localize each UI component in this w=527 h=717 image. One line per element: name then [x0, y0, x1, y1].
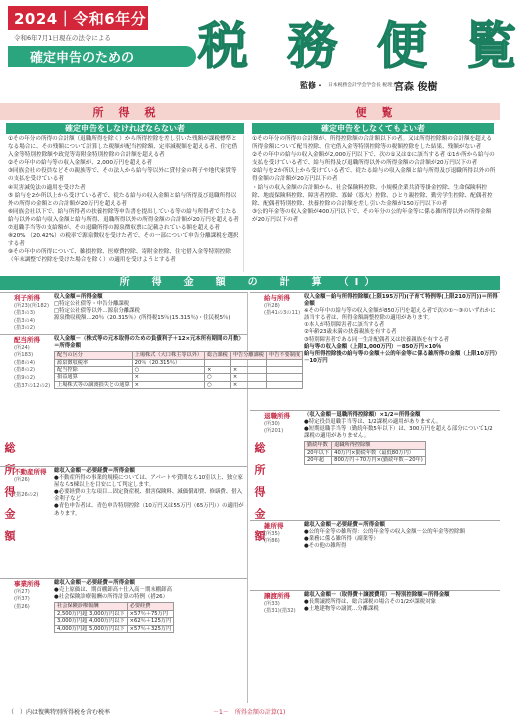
header: [0, 0, 527, 103]
law-references: (所35) (所86): [264, 530, 280, 545]
subtable-cell: 総合課税: [205, 352, 231, 359]
income-row-line: 収入金額＝所得金額: [54, 294, 103, 300]
income-subtable: [54, 602, 174, 633]
income-row-line: ●青色申告者は、青色申告特別控除（10万円又は55万円（65万円））の適用があります。: [54, 503, 244, 517]
income-type-label: [14, 337, 52, 390]
income-row: [250, 292, 500, 410]
total-income-vertical-label: 総 所 得 金 額: [253, 442, 266, 541]
income-row: [250, 520, 500, 590]
total-income-vertical-label: 総 所 得 金 額: [3, 442, 16, 541]
subtable-row: [55, 610, 174, 617]
income-row-line: 源泉徴収税額…20％（20.315％）(所得税15％(15.315％)・住民税5％): [54, 315, 231, 322]
must-file-item: ①その年分の所得の合計額（退職所得を除く）から所得控除を差し引いた残額が課税標準となる場合に、その残額について計算した税額が配当控除額、定率減税額を超える者、住宅借入金等特別控除額や政党等寄附金特別控除の合計額を超える者: [8, 136, 238, 159]
subtable-cell: 損益通算: [55, 374, 133, 381]
law-references: (所23)(所182) (措3の3) (措3の4) (措3の2): [14, 302, 49, 332]
subtable-cell: 4,000万円超 5,000万円以下: [55, 625, 128, 632]
income-row-line: 総収入金額－必要経費＝所得金額: [54, 468, 135, 474]
category-right: 便 覧: [355, 105, 395, 119]
subtable-cell: 上場株式等の譲渡損失との通算: [55, 381, 133, 388]
subtable-cell: 800万円＋70万円×(勤続年数－20年): [332, 457, 426, 464]
subtable-cell: ○: [132, 367, 204, 374]
base-date: 令和6年7月1日現在の法令による: [14, 34, 111, 42]
income-row-line: ●不動産所得の事業的規模については、アパートや貸間なら10室以上、独立家屋なら5棟以上を目安にして判定します。: [54, 475, 243, 489]
subtable-cell: 配当控除: [55, 367, 133, 374]
income-row-line: ①本人が特別障害者に該当する者: [304, 322, 385, 329]
year-badge: 2024｜令和6年分: [8, 6, 148, 30]
income-row-line: 総収入金額－必要経費＝所得金額: [54, 580, 135, 586]
subtable-cell: 20年以下: [305, 449, 332, 456]
subtable-cell: ×: [230, 381, 266, 388]
must-file-item: ④災害減免法の適用を受けた者: [8, 184, 86, 191]
income-row-line: ●売上原価は、期首棚卸高＋仕入高－期末棚卸高: [54, 587, 172, 594]
need-not-file-item: ②その年中の給与の収入金額が2,000万円以下で、次の①又は②に該当する者 ①1か所から給与の支払を受けている者で、給与所得及び退職所得以外の所得金額の合計額が20万円以下の者: [252, 152, 495, 167]
income-row: [0, 292, 247, 334]
income-row-line: ●必要経費の主な項目…固定資産税、損害保険料、減価償却費、修繕費、借入金利子など: [54, 489, 242, 503]
law-references: (所27) (所37) (措26): [14, 588, 30, 610]
income-row-line: ●土地建物等の譲渡…分離課税: [304, 606, 379, 613]
income-row-body: [54, 294, 245, 322]
subtable-row: [55, 625, 174, 632]
need-not-file-item: ③公的年金等の収入金額が400万円以下で、その年分の公的年金等に係る雑所得以外の所得金額が20万円以下の者: [252, 208, 492, 223]
income-row-line: ●特定役員退職手当等は、1/2課税の適用がありません。: [304, 419, 442, 426]
income-row-line: ●長期譲渡所得は、総合課税の場合その1/2が課税対象: [304, 599, 436, 606]
subtable-cell: ×: [132, 374, 204, 381]
income-row: [0, 578, 247, 703]
income-type-label: [264, 413, 302, 436]
must-file-item: ②その年中の給与等の収入金額が、2,000万円を超える者: [8, 160, 153, 167]
formula-line: 給与等の収入金額（上限1,000万円）－850万円×10％: [304, 343, 442, 350]
subtable-cell: ×: [230, 374, 266, 381]
subtable-cell: ×57％＋75万円: [127, 610, 174, 617]
income-type-label: [264, 295, 302, 318]
supervision-label: 監修・: [300, 81, 324, 90]
formula-line: 給与所得控除後の給与等の金額＋公的年金等に係る雑所得の金額（上限10万円）－10万円: [304, 350, 498, 364]
must-file-item: ③同族会社の役員などその親族等で、その法人から給与等以外に貸付金の利子や地代家賃等の支払を受けている者: [8, 168, 237, 183]
law-references: (所30) (所201): [264, 420, 284, 435]
income-row-body: [54, 468, 245, 518]
subtable-cell: ×: [230, 367, 266, 374]
must-file-list: [8, 135, 244, 272]
category-bar: [0, 103, 500, 120]
subtable-row: [55, 603, 174, 610]
income-row-line: ●短期退職手当等（勤続年数5年以下）は、300万円を超える部分について1/2課税の適用がありません。: [304, 426, 493, 440]
page-number: －1－ 所得金額の計算(1): [213, 709, 286, 716]
need-not-file-list: [252, 135, 496, 272]
income-type-name: 配当所得: [14, 336, 40, 344]
subtable-row: [305, 442, 426, 449]
income-type-label: [264, 523, 302, 546]
income-row-line: ※その年中の給与等の収入金額が850万円を超える者で次の①～③のいずれかに該当する者は、所得金額調整控除の適用があります。: [304, 308, 496, 322]
need-not-file-heading: 確定申告をしなくてもよい者: [252, 123, 494, 134]
subtable-cell: 配当の区分: [55, 352, 133, 359]
income-row-line: 総収入金額－必要経費＝所得金額: [304, 522, 385, 528]
income-row-body: [304, 412, 498, 466]
income-row: [0, 466, 247, 578]
income-row-line: 総収入金額－（取得費＋譲渡費用）－特別控除額＝所得金額: [304, 592, 450, 598]
income-row-line: ②年齢23歳未満の扶養親族を有する者: [304, 329, 397, 336]
income-type-name: 給与所得: [264, 294, 290, 302]
need-not-file-item: ①その年分の所得の合計額が、所得控除額の合計額以下の者。又は所得控除額の合計額を超える所得金額について配当控除、住宅借入金等特別控除等の税額控除をした結果、残額がない者: [252, 136, 492, 151]
subtable-cell: ×: [205, 367, 231, 374]
income-row-body: [304, 294, 498, 365]
income-row-line: 収入金額－（株式等の元本取得のための負債利子＋12×元本所有期間の月数）＝所得金額: [54, 336, 244, 350]
author-name: 宮森 俊樹: [394, 82, 438, 93]
subtable-cell: 20年超: [305, 457, 332, 464]
income-type-name: 不動産所得: [14, 468, 47, 476]
must-file-heading: 確定申告をしなければならない者: [6, 123, 244, 134]
subtable-cell: ×62％＋125万円: [127, 618, 174, 625]
income-row-line: ●公的年金等の雑所得：公的年金等の収入金額－公的年金等控除額: [304, 529, 466, 536]
law-references: (所26) (措26の2): [14, 476, 39, 498]
income-type-name: 雑所得: [264, 522, 284, 530]
subtable-cell: 社会保険診療報酬: [55, 603, 128, 610]
supervision-affiliation: 日本税務会計学会学会長 税理士: [328, 82, 397, 88]
supervision: [300, 78, 437, 93]
must-file-item: ⑧20% （20.42%）の税率で源泉徴収を受けた者で、その一部について申告分離課税を選択する者: [8, 233, 239, 248]
subtable-cell: 退職所得控除額: [332, 442, 426, 449]
subtable-row: [305, 449, 426, 456]
subtitle-bar: 確定申告のための: [8, 46, 196, 67]
law-references: (所28) (措41の3の11): [264, 302, 301, 317]
subtable-cell: ○: [205, 374, 231, 381]
income-type-label: [14, 581, 52, 611]
income-row-line: ③特別障害者である同一生計配偶者又は扶養親族を有する者: [304, 336, 449, 343]
subtable-cell: 2,500万円超 3,000万円以下: [55, 610, 128, 617]
need-not-file-item: ②給与を2か所以上から受けている者で、従たる給与の収入金額と給与所得及び退職所得以外の所得金額の合計額が20万円以下の者: [252, 168, 496, 183]
income-row-body: [304, 592, 498, 613]
income-type-label: [14, 469, 52, 499]
subtable-cell: [205, 359, 231, 366]
main-title: 税 務 便 覧: [198, 16, 527, 75]
income-row-line: □特定公社債等以外…源泉分離課税: [54, 308, 140, 315]
must-file-item: ⑦退職手当等の支給額が、その退職所得の源泉徴収票に記載されている額を超える者: [8, 225, 220, 232]
income-type-name: 利子所得: [14, 294, 40, 302]
income-calc-title: 所 得 金 額 の 計 算 （Ⅰ）: [0, 276, 500, 290]
subtable-cell: 申告分離課税: [230, 352, 266, 359]
income-row-body: [54, 580, 245, 634]
income-row-line: ●社会保険診療報酬の所得計算の特例（措26）: [54, 594, 168, 601]
income-row-line: （収入金額－退職所得控除額）×1/2＝所得金額: [304, 412, 421, 418]
income-row-line: ●その他の雑所得: [304, 543, 347, 550]
income-row-body: [54, 336, 301, 390]
must-file-item: ⑨その年中の所得について、雑損控除、医療費控除、寄附金控除、住宅借入金等特別控除（年末調整で控除を受けた場合を除く）の適用を受けようとする者: [8, 249, 231, 264]
income-subtable: [304, 441, 426, 464]
subtable-cell: 3,000万円超 4,000万円以下: [55, 618, 128, 625]
subtable-cell: ○: [205, 381, 231, 388]
subtable-cell: 申告不要制度: [267, 352, 303, 359]
subtable-cell: 勤続年数: [305, 442, 332, 449]
must-file-item: ⑤ 給与を2か所以上から受けている者で、従たる給与の収入金額と給与所得及び退職所得以外の所得の金額との合計額が20万円を超える者: [8, 192, 237, 207]
subtable-cell: 40万円×勤続年数（最低80万円）: [332, 449, 426, 456]
subtable-cell: ×57％＋325万円: [127, 625, 174, 632]
income-row-body: [304, 522, 498, 550]
income-row-line: ●業務に係る雑所得（副業等）: [304, 536, 379, 543]
subtable-cell: 源泉徴収税率: [55, 359, 133, 366]
subtable-cell: 必要経費: [127, 603, 174, 610]
income-row-line: □特定公社債等・申告分離課税: [54, 301, 130, 308]
income-type-label: [14, 295, 52, 333]
subtable-cell: 20％（20.315％）: [132, 359, 204, 366]
footer: [0, 705, 500, 717]
income-type-name: 事業所得: [14, 580, 40, 588]
income-type-name: 譲渡所得: [264, 592, 290, 600]
subtable-cell: ×: [132, 381, 204, 388]
income-right-column: [250, 292, 500, 703]
law-references: (所24) (所183) (措8の4) (措8の2) (措9の2) (措37の12の2): [14, 344, 51, 389]
income-row: [250, 410, 500, 520]
income-type-name: 退職所得: [264, 412, 290, 420]
income-row-line: 収入金額－給与所得控除額(上限195万円)(子育て特例等(上限210万円))＝所得金額: [304, 294, 498, 308]
income-row: [250, 590, 500, 703]
income-type-label: [264, 593, 302, 616]
need-not-file-item: ・給与の収入金額の合計額から、社会保険料控除、小規模企業共済等掛金控除、生命保険料控除、地震保険料控除、障害者控除、寡婦（寡夫）控除、ひとり親控除、勤労学生控除、配偶者控除、配偶者特別控除、扶養控除の合計額を差し引いた金額が150万円以下の者: [252, 184, 493, 207]
category-left: 所 得 税: [92, 105, 158, 119]
must-file-item: ⑥同族会社以下で、給与所得者の扶養控除等申告書を提出している等の給与所得者で主たる給与以外の給与収入金額と給与所得、退職所得以外の所得金額の合計額が20万円を超える者: [8, 208, 239, 223]
subtable-row: [55, 618, 174, 625]
law-references: (所33) (措31)(措32): [264, 600, 296, 615]
subtable-cell: 上場株式（大口株主等以外）: [132, 352, 204, 359]
subtable-row: [305, 457, 426, 464]
footer-note: （ ）内は復興特別所得税を含む税率: [8, 709, 111, 716]
